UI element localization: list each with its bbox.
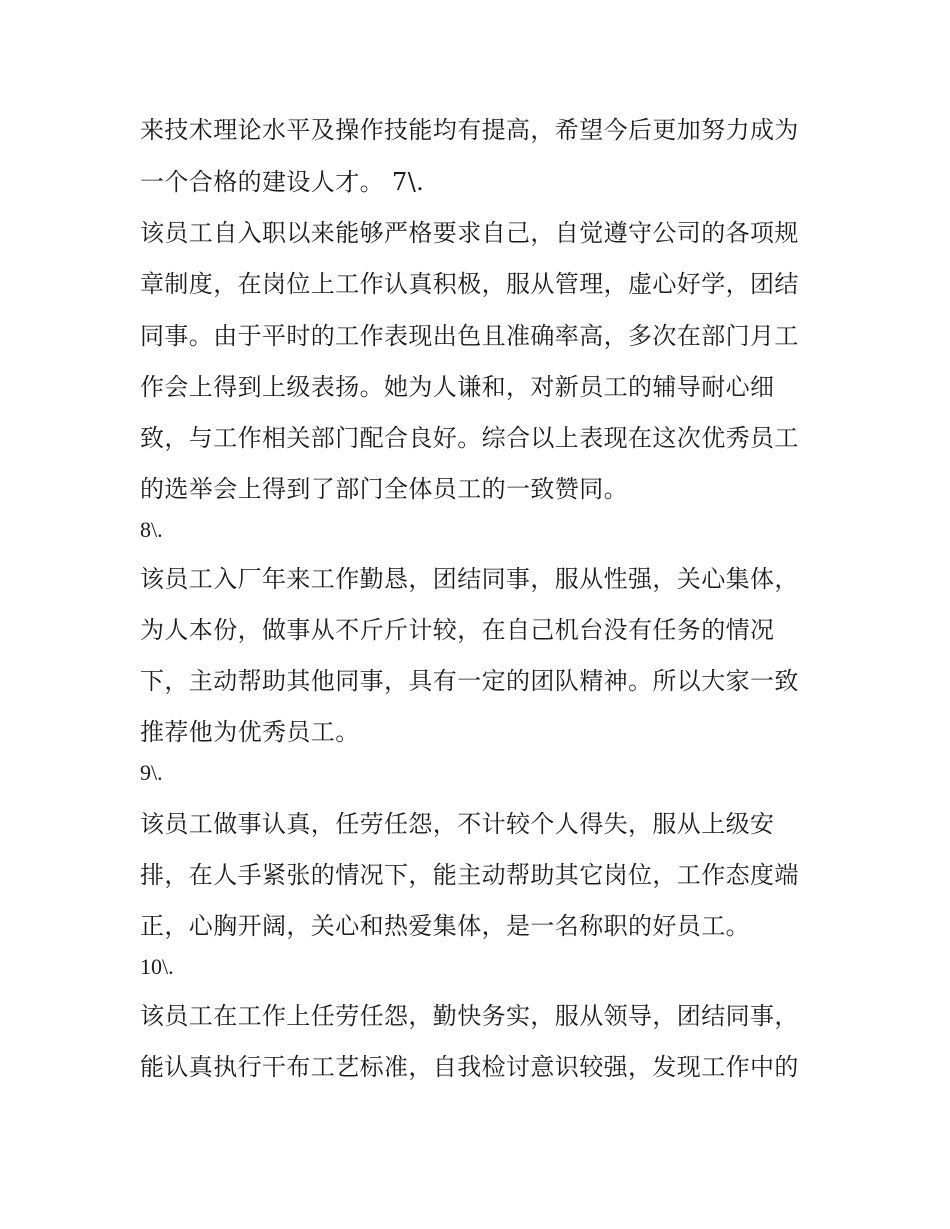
text-line: 正，心胸开阔，关心和热爱集体，是一名称职的好员工。 xyxy=(140,912,750,940)
section-number: 9\. xyxy=(140,760,163,785)
text-line: 致，与工作相关部门配合良好。综合以上表现在这次优秀员工 xyxy=(140,424,799,452)
text-line: 该员工入厂年来工作勤恳，团结同事，服从性强，关心集体， xyxy=(140,565,799,593)
text-line: 章制度，在岗位上工作认真积极，服从管理，虚心好学，团结 xyxy=(140,270,799,298)
text-line: 能认真执行干布工艺标准，自我检讨意识较强，发现工作中的 xyxy=(140,1053,799,1081)
text-line: 的选举会上得到了部门全体员工的一致赞同。 xyxy=(140,475,628,503)
section-number: 10\. xyxy=(140,954,174,979)
section-number: 8\. xyxy=(140,517,163,542)
text-line: 该员工做事认真，任劳任怨，不计较个人得失，服从上级安 xyxy=(140,810,775,838)
text-line: 该员工在工作上任劳任怨，勤快务实，服从领导，团结同事， xyxy=(140,1002,799,1030)
text-line: 作会上得到上级表扬。她为人谦和，对新员工的辅导耐心细 xyxy=(140,373,775,401)
text-line: 推荐他为优秀员工。 xyxy=(140,718,360,746)
text-line: 一个合格的建设人才。 7\. xyxy=(140,168,425,196)
text-line: 来技术理论水平及操作技能均有提高，希望今后更加努力成为 xyxy=(140,116,799,144)
text-line: 排，在人手紧张的情况下，能主动帮助其它岗位，工作态度端 xyxy=(140,861,799,889)
text-line: 下，主动帮助其他同事，具有一定的团队精神。所以大家一致 xyxy=(140,667,799,695)
text-line: 该员工自入职以来能够严格要求自己，自觉遵守公司的各项规 xyxy=(140,219,799,247)
text-line: 同事。由于平时的工作表现出色且准确率高，多次在部门月工 xyxy=(140,322,799,350)
text-line: 为人本份，做事从不斤斤计较，在自己机台没有任务的情况 xyxy=(140,616,775,644)
